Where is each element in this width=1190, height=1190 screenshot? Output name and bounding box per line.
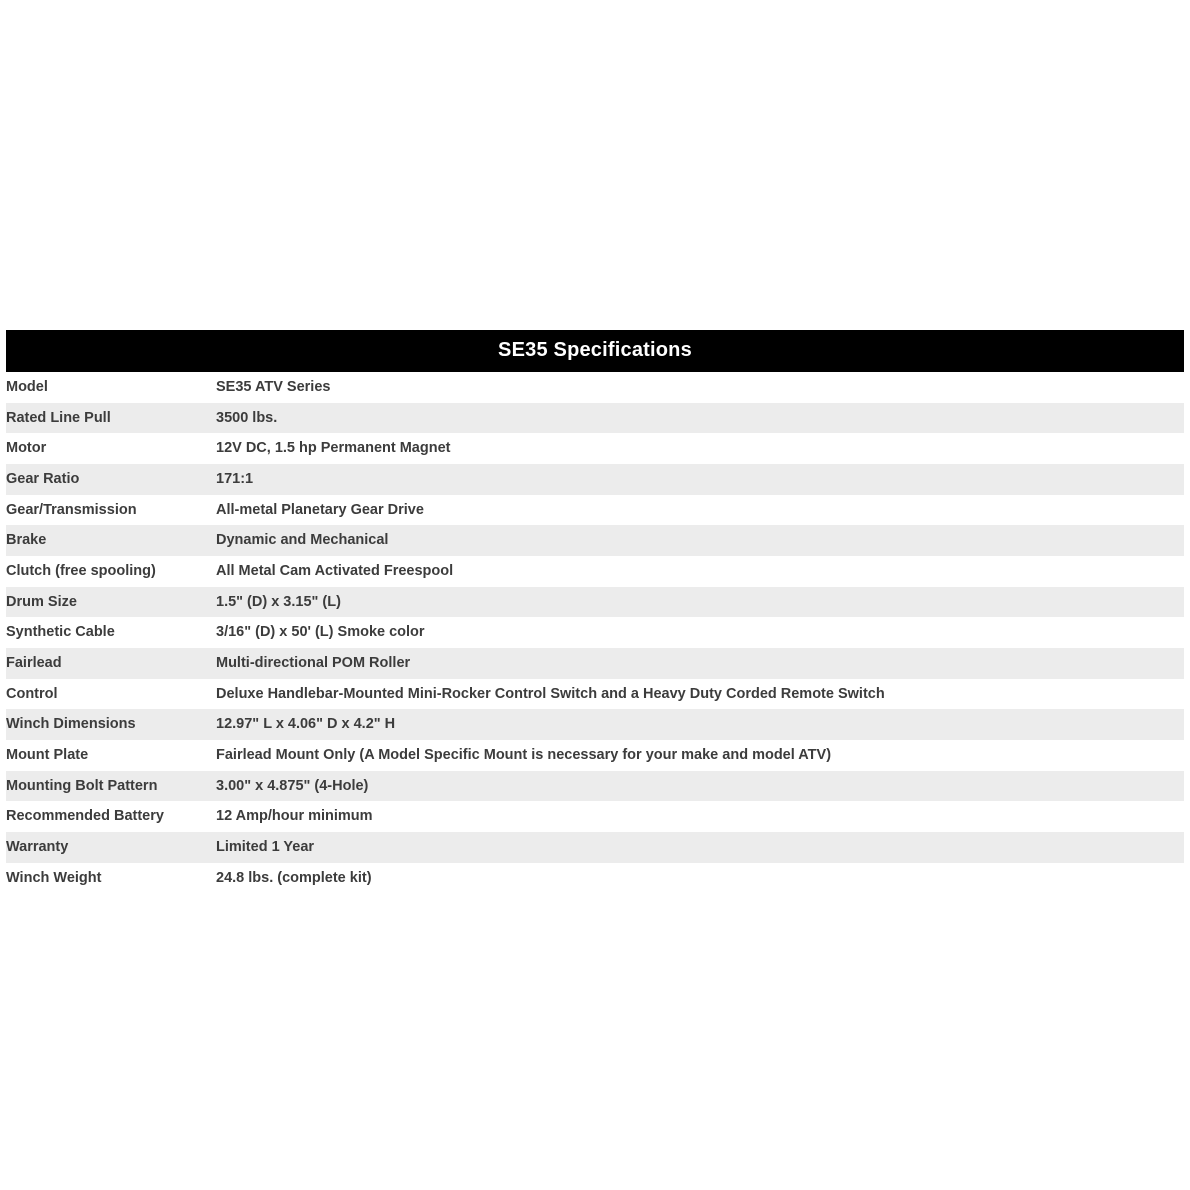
spec-label: Brake [6,525,216,556]
spec-value: 24.8 lbs. (complete kit) [216,863,1184,894]
spec-value: 3.00" x 4.875" (4-Hole) [216,771,1184,802]
spec-label: Clutch (free spooling) [6,556,216,587]
spec-value: Dynamic and Mechanical [216,525,1184,556]
spec-label: Winch Dimensions [6,709,216,740]
spec-value: 12 Amp/hour minimum [216,801,1184,832]
spec-label: Winch Weight [6,863,216,894]
spec-value: Multi-directional POM Roller [216,648,1184,679]
table-row [6,832,1184,863]
table-row [6,587,1184,618]
spec-label: Gear Ratio [6,464,216,495]
specifications-table [6,330,1184,893]
spec-label: Gear/Transmission [6,495,216,526]
table-row [6,709,1184,740]
spec-label: Recommended Battery [6,801,216,832]
table-title: SE35 Specifications [6,330,1184,372]
table-row [6,495,1184,526]
spec-label: Motor [6,433,216,464]
spec-value: Fairlead Mount Only (A Model Specific Mount is necessary for your make and model ATV) [216,740,1184,771]
table-row [6,556,1184,587]
spec-label: Model [6,372,216,403]
spec-value: 12.97" L x 4.06" D x 4.2" H [216,709,1184,740]
spec-value: SE35 ATV Series [216,372,1184,403]
table-row [6,801,1184,832]
spec-label: Fairlead [6,648,216,679]
spec-value: Deluxe Handlebar-Mounted Mini-Rocker Control Switch and a Heavy Duty Corded Remote Switch [216,679,1184,710]
table-row [6,525,1184,556]
spec-value: 12V DC, 1.5 hp Permanent Magnet [216,433,1184,464]
table-row [6,648,1184,679]
spec-value: 1.5" (D) x 3.15" (L) [216,587,1184,618]
table-row [6,433,1184,464]
spec-label: Control [6,679,216,710]
spec-value: 3/16" (D) x 50' (L) Smoke color [216,617,1184,648]
specifications-table-container [6,330,1184,893]
spec-label: Warranty [6,832,216,863]
table-row [6,464,1184,495]
table-row [6,863,1184,894]
table-row [6,372,1184,403]
table-row [6,771,1184,802]
spec-value: 171:1 [216,464,1184,495]
specifications-table-body [6,372,1184,893]
spec-label: Mounting Bolt Pattern [6,771,216,802]
spec-label: Drum Size [6,587,216,618]
spec-value: 3500 lbs. [216,403,1184,434]
spec-value: All-metal Planetary Gear Drive [216,495,1184,526]
spec-label: Synthetic Cable [6,617,216,648]
table-row [6,617,1184,648]
table-row [6,740,1184,771]
spec-value: Limited 1 Year [216,832,1184,863]
spec-label: Rated Line Pull [6,403,216,434]
table-row [6,403,1184,434]
table-row [6,679,1184,710]
spec-label: Mount Plate [6,740,216,771]
spec-value: All Metal Cam Activated Freespool [216,556,1184,587]
